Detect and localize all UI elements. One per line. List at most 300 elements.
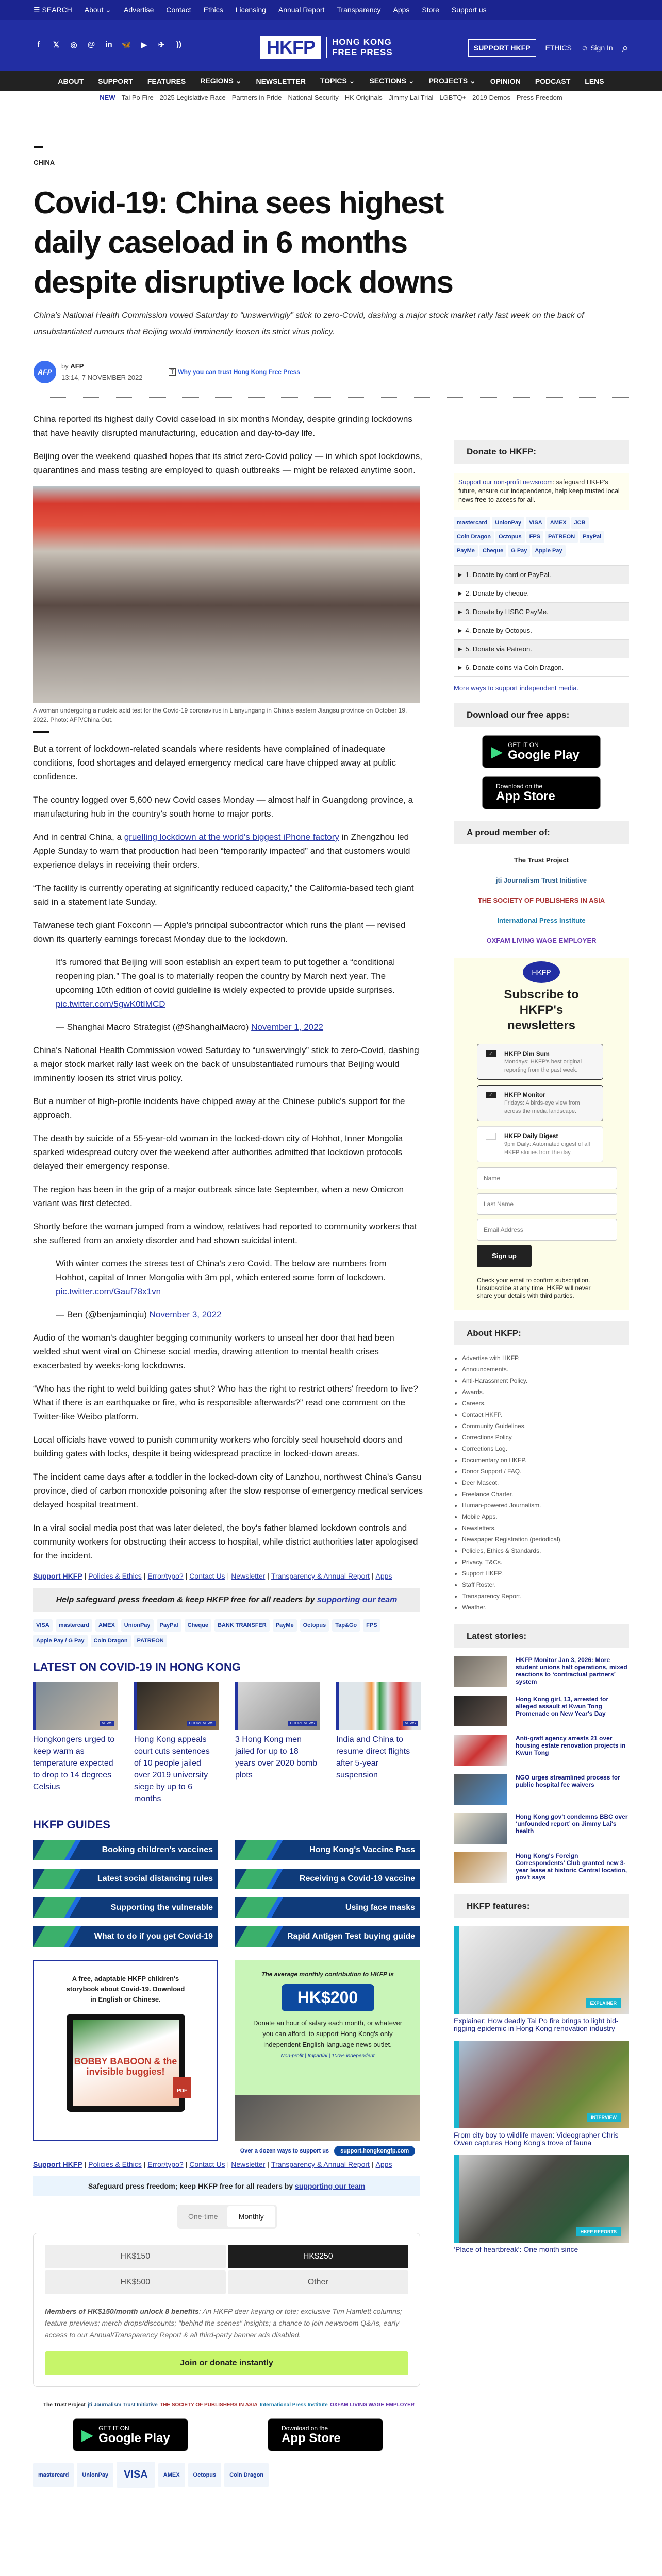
newsletter-heading: Subscribe to HKFP's newsletters	[504, 988, 579, 1032]
email-input[interactable]: Email Address	[477, 1219, 617, 1241]
patreon-logo: PATREON	[134, 1635, 167, 1647]
feature-title[interactable]: Explainer: How deadly Tai Po fire brings to light bid-rigging epidemic in Hong Kong renovation industry	[454, 2016, 619, 2032]
benefits-detail: : An HKFP deer keyring or tote; exclusive Tim Hamlett columns; feature previews; merch drops/discounts; "behind the scenes" insights; a chance to join newsroom Q&As, early access to our Annual/Transparency Report & all third-party banner ads disabled.	[45, 2307, 402, 2339]
card-tag: COURT NEWS	[288, 1721, 317, 1726]
paragraph	[33, 830, 423, 872]
topbar-store[interactable]: Store	[422, 6, 439, 14]
support-blurb	[454, 473, 629, 510]
about-link[interactable]: • Weather.	[462, 1602, 629, 1613]
feature-title[interactable]: ‘Place of heartbreak’: One month since	[454, 2245, 578, 2253]
ethics-link[interactable]: ETHICS	[545, 44, 572, 52]
feature-item[interactable]	[454, 2041, 629, 2147]
about-link[interactable]: • Transparency Report.	[462, 1590, 629, 1602]
feature-image	[454, 2155, 629, 2243]
newsletter-link[interactable]: Newsletter	[231, 1572, 266, 1580]
story-title[interactable]: Hong Kong girl, 13, arrested for alleged assault at Kwun Tong Promenade on New Year's Day	[516, 1696, 609, 1717]
checkbox-checked[interactable]: ✓	[486, 1050, 496, 1057]
nav-lens[interactable]: LENS	[585, 77, 604, 86]
trending-item[interactable]: HK Originals	[344, 94, 383, 101]
trending-bar	[0, 91, 662, 104]
contribution-promo[interactable]	[235, 1960, 420, 2154]
topbar-ethics[interactable]: Ethics	[203, 6, 223, 14]
tab-one-time[interactable]: One-time	[188, 2212, 218, 2221]
paypal-logo: PayPal	[157, 1619, 181, 1632]
rss-icon[interactable]: ))	[176, 40, 181, 49]
cheque-logo: Cheque	[479, 545, 506, 557]
about-link[interactable]: • Privacy, T&Cs.	[462, 1556, 629, 1568]
instagram-icon[interactable]: ◎	[70, 41, 77, 49]
about-link[interactable]: • Documentary on HKFP.	[462, 1454, 629, 1466]
linkedin-icon[interactable]: in	[105, 40, 112, 49]
cta-text: Over a dozen ways to support us	[240, 2148, 329, 2154]
coindragon-logo: Coin Dragon	[454, 531, 494, 543]
trending-item[interactable]: Press Freedom	[516, 94, 562, 101]
sign-in-link[interactable]: ☺ Sign In	[581, 44, 613, 52]
author-avatar[interactable]: AFP	[34, 361, 56, 383]
about-link[interactable]: • Policies, Ethics & Standards.	[462, 1545, 629, 1556]
donation-widget	[33, 2233, 420, 2387]
trust-project-logo[interactable]: The Trust Project	[43, 2402, 86, 2408]
gpay-logo: G Pay	[508, 545, 530, 557]
paragraph: Local officials have vowed to punish community workers who forcibly seal household doors and building gates with locks, despite it being widespread practice in locked-down areas.	[33, 1435, 402, 1459]
byline-text	[61, 361, 143, 383]
as-large: App Store	[282, 2431, 341, 2445]
logo-line1: HONG KONG	[332, 37, 392, 47]
topbar-advertise[interactable]: Advertise	[124, 6, 154, 14]
mastercard-logo: mastercard	[33, 2463, 74, 2487]
topbar-contact[interactable]: Contact	[166, 6, 191, 14]
youtube-icon[interactable]: ▶	[141, 41, 147, 49]
about-link[interactable]: • Staff Roster.	[462, 1579, 629, 1590]
threads-icon[interactable]: @	[87, 40, 95, 49]
trending-item[interactable]: LGBTQ+	[439, 94, 467, 101]
text: in Zhengzhou led Apple Sunday to warn that production had been “temporarily impacted” and that customers would experience delays in receiving their orders.	[33, 832, 410, 870]
feature-image	[454, 1926, 629, 2014]
amount-500[interactable]: HK$500	[45, 2270, 226, 2294]
tweet-date-link[interactable]: November 3, 2022	[149, 1310, 222, 1319]
trending-item[interactable]: National Security	[288, 94, 339, 101]
caption-rule	[33, 731, 49, 733]
telegram-icon[interactable]: ✈	[158, 41, 165, 49]
about-link[interactable]: • Careers.	[462, 1398, 629, 1409]
new-label: NEW	[100, 94, 115, 101]
checkbox-unchecked[interactable]	[486, 1133, 496, 1140]
news-card[interactable]	[134, 1682, 219, 1805]
search-menu-button[interactable]: ☰ SEARCH	[34, 5, 72, 14]
nav-newsletter[interactable]: NEWSLETTER	[256, 77, 306, 86]
oxfam-logo[interactable]: OXFAM LIVING WAGE EMPLOYER	[330, 2402, 415, 2408]
amex-logo: AMEX	[158, 2463, 185, 2487]
unionpay-logo: UnionPay	[77, 2463, 113, 2487]
trust-label: Why you can trust Hong Kong Free Press	[178, 368, 300, 376]
paragraph: Beijing over the weekend quashed hopes that its strict zero-Covid policy — in which spot lockdowns, quarantines and mass testing are employed to quash outbreaks — might be relaxed anytime soon.	[33, 451, 422, 475]
error-link[interactable]: Error/typo?	[147, 1572, 184, 1580]
nav-podcast[interactable]: PODCAST	[535, 77, 571, 86]
about-link[interactable]: • Human-powered Journalism.	[462, 1500, 629, 1511]
support-team-link[interactable]: supporting our team	[295, 2182, 366, 2190]
safeguard-banner	[33, 2176, 420, 2196]
applepay-gpay-logo: Apple Pay / G Pay	[33, 1635, 88, 1647]
topbar-licensing[interactable]: Licensing	[235, 6, 266, 14]
jti-logo[interactable]: jti Journalism Trust Initiative	[88, 2402, 158, 2408]
nav-sections[interactable]: SECTIONS ⌄	[369, 77, 415, 85]
about-link[interactable]: • Corrections Policy.	[462, 1432, 629, 1443]
card-image	[134, 1682, 219, 1730]
story-item[interactable]	[454, 1852, 629, 1883]
paragraph: The death by suicide of a 55-year-old woman in the locked-down city of Hohhot, Inner Mongolia sparked widespread outcry over the weekend after authorities admitted that lockdown protocols delayed their emergency response.	[33, 1133, 403, 1171]
donate-method-coindragon[interactable]: ► 6. Donate coins via Coin Dragon.	[454, 658, 629, 677]
logo-mark: HKFP	[260, 36, 321, 59]
storybook-promo[interactable]	[33, 1960, 218, 2141]
donate-method-octopus[interactable]: ► 4. Donate by Octopus.	[454, 621, 629, 640]
about-list	[454, 1352, 629, 1613]
story-thumbnail	[454, 1696, 507, 1726]
mastercard-logo: mastercard	[454, 517, 490, 529]
join-donate-button[interactable]: Join or donate instantly	[45, 2351, 408, 2375]
option-desc: Mondays: HKFP's best original reporting from the past week.	[504, 1059, 582, 1073]
ipi-logo[interactable]: International Press Institute	[497, 917, 586, 924]
about-link[interactable]: • Awards.	[462, 1386, 629, 1398]
card-tag: COURT NEWS	[187, 1721, 216, 1726]
amount-other[interactable]: Other	[228, 2270, 409, 2294]
support-hkfp-button[interactable]: SUPPORT HKFP	[468, 39, 536, 57]
pdf-icon: PDF	[173, 2077, 191, 2098]
newsletter-option-digest[interactable]	[477, 1126, 603, 1162]
support-hkfp-link[interactable]: Support HKFP	[33, 2160, 82, 2168]
last-name-input[interactable]: Last Name	[477, 1193, 617, 1215]
transparency-link[interactable]: Transparency & Annual Report	[271, 1572, 370, 1580]
trending-item[interactable]: 2019 Demos	[472, 94, 510, 101]
topbar-annual-report[interactable]: Annual Report	[278, 6, 325, 14]
author-name[interactable]: AFP	[70, 362, 84, 370]
member-heading: A proud member of:	[454, 821, 629, 844]
app-store-button[interactable]	[268, 2418, 383, 2451]
feature-item[interactable]	[454, 2155, 629, 2253]
guide-button[interactable]: Latest social distancing rules	[33, 1869, 218, 1889]
newsletter-option-monitor[interactable]	[477, 1085, 603, 1121]
payment-logos-footer	[33, 2462, 423, 2488]
top-utility-bar	[0, 0, 662, 20]
article-footer-links: Support HKFP | Policies & Ethics | Error/typo? | Contact Us | Newsletter | Transparency & Annual Report | Apps	[33, 1572, 392, 1580]
about-link[interactable]: • Newsletters.	[462, 1522, 629, 1534]
card-title[interactable]: India and China to resume direct flights after 5-year suspension	[336, 1735, 410, 1780]
about-link[interactable]: • Deer Mascot.	[462, 1477, 629, 1488]
news-card[interactable]	[235, 1682, 320, 1805]
story-item[interactable]	[454, 1696, 629, 1726]
apps-link[interactable]: Apps	[375, 2160, 392, 2168]
nav-about[interactable]: ABOUT	[58, 77, 84, 86]
trending-item[interactable]: 2025 Legislative Race	[159, 94, 226, 101]
nav-topics[interactable]: TOPICS ⌄	[320, 77, 355, 85]
topbar-support[interactable]: Support us	[451, 6, 487, 14]
text: : safeguard HKFP's future, ensure our independence, help keep trusted local news free-to-access for all.	[458, 479, 620, 503]
merch-photo	[235, 2095, 420, 2141]
article-lede: China's National Health Commission vowed Saturday to “unswervingly” stick to zero-Covid, dashing a major stock market rally last week on the back of unsubstantiated rumours that Beijing would imminently loosen its strict virus policy.	[34, 311, 584, 336]
support-newsroom-link[interactable]: Support our non-profit newsroom	[458, 479, 553, 486]
text: Safeguard press freedom; keep HKFP free for all readers by	[88, 2182, 295, 2190]
hkfp-circle-logo: HKFP	[523, 961, 560, 983]
gp-large: Google Play	[508, 748, 580, 762]
story-title[interactable]: Hong Kong gov't condemns BBC over ‘unfounded report’ on Jimmy Lai's health	[516, 1813, 628, 1835]
tweet-text	[56, 955, 396, 1011]
contrib-amount: HK$200	[282, 1984, 374, 2011]
header-actions	[468, 39, 628, 57]
text: Help safeguard press freedom & keep HKFP free for all readers by	[56, 1596, 317, 1604]
about-link[interactable]: • Donor Support / FAQ.	[462, 1466, 629, 1477]
amount-250[interactable]: HK$250	[228, 2245, 409, 2268]
about-link[interactable]: • Corrections Log.	[462, 1443, 629, 1454]
google-play-button[interactable]	[73, 2418, 188, 2451]
story-item[interactable]	[454, 1813, 629, 1844]
visa-logo: VISA	[117, 2462, 155, 2488]
article-body	[33, 742, 423, 1563]
policies-link[interactable]: Policies & Ethics	[88, 1572, 142, 1580]
main-nav	[0, 71, 662, 91]
cheque-logo: Cheque	[185, 1619, 211, 1632]
trust-link[interactable]	[169, 368, 300, 376]
trending-item[interactable]: Tai Po Fire	[121, 94, 154, 101]
guide-button[interactable]: What to do if you get Covid-19	[33, 1926, 218, 1947]
search-icon[interactable]: ⌕	[622, 41, 628, 54]
feature-image	[454, 2041, 629, 2128]
bluesky-icon[interactable]: 🦋	[121, 41, 131, 49]
guide-button[interactable]: Receiving a Covid-19 vaccine	[235, 1869, 420, 1889]
gp-large: Google Play	[98, 2431, 170, 2445]
newsletter-signup	[454, 958, 629, 1310]
facebook-icon[interactable]: f	[37, 40, 40, 49]
policies-link[interactable]: Policies & Ethics	[88, 2160, 142, 2168]
hkfp-logo[interactable]	[260, 36, 393, 59]
about-link[interactable]: • Anti-Harassment Policy.	[462, 1375, 629, 1386]
member-logos	[43, 2402, 415, 2408]
newsletter-disclaimer: Check your email to confirm subscription. Unsubscribe at any time. HKFP will never share your details with third parties.	[477, 1277, 591, 1299]
support-url-button[interactable]: support.hongkongfp.com	[334, 2146, 415, 2156]
about-heading: About HKFP:	[454, 1321, 629, 1345]
ipi-logo[interactable]: International Press Institute	[259, 2402, 328, 2408]
paragraph: The country logged over 5,600 new Covid cases Monday — almost half in Guangdong province, a manufacturing hub in the country's south home to major ports.	[33, 795, 413, 819]
text: With winter comes the stress test of China's zero Covid. The below are numbers from Hohhot, capital of Inner Mongolia with 3m ppl, which entered some form of lockdown.	[56, 1259, 387, 1282]
latest-covid-cards	[33, 1682, 423, 1805]
guides-heading: HKFP GUIDES	[33, 1818, 110, 1831]
text: — Ben (@benjaminqiu)	[56, 1310, 150, 1319]
tweet-pic-link[interactable]: pic.twitter.com/Gauf78x1vn	[56, 1286, 161, 1296]
tweet-date-link[interactable]: November 1, 2022	[251, 1022, 324, 1032]
paragraph: The incident came days after a toddler in the locked-down city of Lanzhou, northwest China's Gansu province, died of carbon monoxide poisoning after the slow response of emergency medical services delayed hospital treatment.	[33, 1472, 423, 1510]
donate-method-patreon[interactable]: ► 5. Donate via Patreon.	[454, 640, 629, 658]
guide-button[interactable]: Supporting the vulnerable	[33, 1897, 218, 1918]
spa-logo[interactable]: THE SOCIETY OF PUBLISHERS IN ASIA	[477, 896, 605, 904]
google-play-button[interactable]	[482, 735, 601, 768]
guide-button[interactable]: Booking children's vaccines	[33, 1840, 218, 1860]
name-input[interactable]: Name	[477, 1167, 617, 1189]
paragraph: China reported its highest daily Covid caseload in six months Monday, despite grinding lockdowns that have heavily disrupted manufacturing, education and day-to-day life.	[33, 414, 412, 438]
nav-features[interactable]: FEATURES	[147, 77, 186, 86]
trending-item[interactable]: Partners in Pride	[231, 94, 282, 101]
news-card[interactable]	[336, 1682, 421, 1805]
coindragon-logo: Coin Dragon	[91, 1635, 131, 1647]
amount-150[interactable]: HK$150	[45, 2245, 226, 2268]
contrib-desc: Donate an hour of salary each month, or whatever you can afford, to support Hong Kong's only independent English-language news outlet.	[253, 2019, 403, 2048]
guide-button[interactable]: Hong Kong's Vaccine Pass	[235, 1840, 420, 1860]
trending-item[interactable]: Jimmy Lai Trial	[388, 94, 434, 101]
unionpay-logo: UnionPay	[492, 517, 524, 529]
paragraph: In a viral social media post that was later deleted, the boy's father blamed lockdown controls and community workers for obstructing their access to hospital, while district authorities later apologised for the incident.	[33, 1523, 418, 1561]
category-rule	[34, 146, 43, 148]
topbar-about[interactable]: About ⌄	[84, 5, 112, 14]
guide-button[interactable]: Using face masks	[235, 1897, 420, 1918]
tablet-image	[67, 2014, 185, 2112]
promo-row	[33, 1960, 423, 2154]
donate-method-card[interactable]: ► 1. Donate by card or PayPal.	[454, 566, 629, 584]
paragraph: “The facility is currently operating at significantly reduced capacity,” the California-based tech giant said in a statement late Sunday.	[33, 883, 414, 907]
apps-link[interactable]: Apps	[375, 1572, 392, 1580]
story-title[interactable]: HKFP Monitor Jan 3, 2026: More student unions halt operations, mixed reactions to ‘contractual partners’ system	[516, 1656, 627, 1685]
error-link[interactable]: Error/typo?	[147, 2160, 184, 2168]
logo-text	[326, 37, 393, 58]
more-ways-link[interactable]: More ways to support independent media.	[454, 684, 579, 692]
nav-projects[interactable]: PROJECTS ⌄	[428, 77, 476, 85]
about-link[interactable]: • Announcements.	[462, 1364, 629, 1375]
option-desc: 9pm Daily: Automated digest of all HKFP stories from the day.	[504, 1141, 590, 1156]
gp-small: GET IT ON	[508, 741, 539, 749]
card-title[interactable]: Hong Kong appeals court cuts sentences of 10 people jailed over 2019 university siege by up to 6 months	[134, 1735, 210, 1803]
feature-label: EXPLAINER	[586, 1998, 621, 2008]
feature-title[interactable]: From city boy to wildlife maven: Videographer Chris Owen captures Hong Kong's trove of fauna	[454, 2131, 619, 2147]
fps-logo: FPS	[526, 531, 543, 543]
octopus-logo: Octopus	[300, 1619, 329, 1632]
spa-logo[interactable]: THE SOCIETY OF PUBLISHERS IN ASIA	[160, 2402, 258, 2408]
text: — Shanghai Macro Strategist (@ShanghaiMacro)	[56, 1022, 252, 1032]
logo-line2: FREE PRESS	[332, 47, 393, 57]
paragraph: But a number of high-profile incidents have chipped away at the Chinese public's support for the approach.	[33, 1096, 405, 1120]
fps-logo: FPS	[363, 1619, 380, 1632]
card-tag: NEWS	[403, 1721, 418, 1726]
option-desc: Fridays: A birds-eye view from across the media landscape.	[504, 1100, 580, 1114]
byline	[34, 361, 300, 383]
newsletter-option-dimsum[interactable]	[477, 1044, 603, 1080]
embedded-tweet	[56, 955, 396, 1034]
trust-project-logo[interactable]: The Trust Project	[514, 856, 569, 864]
about-link[interactable]: • Support HKFP.	[462, 1568, 629, 1579]
oxfam-logo[interactable]: OXFAM LIVING WAGE EMPLOYER	[486, 937, 597, 944]
iphone-factory-link[interactable]: gruelling lockdown at the world's biggest iPhone factory	[124, 832, 339, 842]
category-label[interactable]: CHINA	[34, 159, 55, 166]
trust-icon: T	[169, 368, 176, 376]
amex-logo: AMEX	[547, 517, 570, 529]
support-banner	[33, 1588, 420, 1612]
donate-methods	[454, 565, 629, 677]
by-label: by	[61, 362, 69, 370]
about-link[interactable]: • Contact HKFP.	[462, 1409, 629, 1420]
feature-item[interactable]	[454, 1926, 629, 2032]
story-title[interactable]: Hong Kong's Foreign Correspondents' Club granted new 3-year lease at historic Central location, gov't says	[516, 1852, 627, 1881]
about-link[interactable]: • Freelance Charter.	[462, 1488, 629, 1500]
tweet-attribution	[56, 1308, 396, 1321]
newsletter-link[interactable]: Newsletter	[231, 2160, 266, 2168]
donate-heading: Donate to HKFP:	[454, 440, 629, 464]
tab-monthly[interactable]: Monthly	[227, 2206, 276, 2227]
contact-link[interactable]: Contact Us	[189, 1572, 225, 1580]
about-link[interactable]: • Newspaper Registration (periodical).	[462, 1534, 629, 1545]
topbar-transparency[interactable]: Transparency	[337, 6, 381, 14]
donate-method-cheque[interactable]: ► 2. Donate by cheque.	[454, 584, 629, 603]
story-item[interactable]	[454, 1774, 629, 1805]
story-thumbnail	[454, 1735, 507, 1766]
app-store-button[interactable]	[482, 776, 601, 809]
sidebar-payment-logos	[454, 517, 629, 557]
checkbox-checked[interactable]: ✓	[486, 1092, 496, 1098]
contrib-slogan: Non-profit | Impartial | 100% independent	[280, 2053, 375, 2059]
sign-up-button[interactable]: Sign up	[477, 1245, 532, 1267]
article-photo[interactable]	[33, 486, 420, 703]
tweet-attribution	[56, 1020, 396, 1034]
story-title[interactable]: Anti-graft agency arrests 21 over housing estate renovation projects in Kwun Tong	[516, 1735, 626, 1756]
sidebar	[454, 440, 629, 2253]
nav-support[interactable]: SUPPORT	[98, 77, 133, 86]
donate-method-payme[interactable]: ► 3. Donate by HSBC PayMe.	[454, 603, 629, 621]
card-title[interactable]: 3 Hong Kong men jailed for up to 18 years over 2020 bomb plots	[235, 1735, 318, 1780]
about-link[interactable]: • Mobile Apps.	[462, 1511, 629, 1522]
footer-links-2: Support HKFP | Policies & Ethics | Error/typo? | Contact Us | Newsletter | Transparency & Annual Report | Apps	[33, 2160, 392, 2168]
tweet-pic-link[interactable]: pic.twitter.com/5gwK0tIMCD	[56, 999, 166, 1009]
as-small: Download on the	[282, 2425, 328, 2432]
story-item[interactable]	[454, 1735, 629, 1766]
guide-button[interactable]: Rapid Antigen Test buying guide	[235, 1926, 420, 1947]
news-card[interactable]	[33, 1682, 118, 1805]
card-tag: NEWS	[100, 1721, 114, 1726]
paragraph: But a torrent of lockdown-related scandals where residents have complained of inadequate conditions, food shortages and delayed emergency medical care have chipped away at public confidence.	[33, 744, 396, 782]
card-title[interactable]: Hongkongers urged to keep warm as temperature expected to drop to 14 degrees Celsius	[33, 1735, 115, 1791]
nav-opinion[interactable]: OPINION	[490, 77, 521, 86]
jti-logo[interactable]: jti Journalism Trust Initiative	[495, 876, 587, 884]
mastercard-logo: mastercard	[56, 1619, 92, 1632]
story-item[interactable]	[454, 1656, 629, 1687]
paragraph: “Who has the right to weld building gates shut? Who has the right to restrict others' freedom to live? What if there is an earthquake or fire, who is responsible afterwards?” read one comment on the Twitter-like Weibo platform.	[33, 1384, 418, 1421]
storybook-cover: BOBBY BABOON & the invisible buggies!	[73, 2020, 179, 2106]
frequency-toggle	[177, 2205, 277, 2229]
option-name: HKFP Daily Digest	[504, 1132, 558, 1140]
article-column	[33, 412, 423, 2488]
topbar-apps[interactable]: Apps	[393, 6, 410, 14]
contact-link[interactable]: Contact Us	[189, 2160, 225, 2168]
about-link[interactable]: • Community Guidelines.	[462, 1420, 629, 1432]
support-team-link[interactable]: supporting our team	[317, 1596, 398, 1604]
payment-logos	[33, 1619, 423, 1647]
paragraph: Audio of the woman's daughter begging community workers to unseal her door that had been welded shut went viral on Chinese social media, drawing attention to mental health crises exacerbated by weeks-long lockdowns.	[33, 1333, 394, 1370]
tapgo-logo: Tap&Go	[332, 1619, 360, 1632]
patreon-logo: PATREON	[545, 531, 578, 543]
story-thumbnail	[454, 1813, 507, 1844]
text: And in central China, a	[33, 832, 124, 842]
story-title[interactable]: NGO urges streamlined process for public hospital fee waivers	[516, 1774, 620, 1788]
bank-transfer-logo: BANK TRANSFER	[214, 1619, 270, 1632]
about-link[interactable]: • Advertise with HKFP.	[462, 1352, 629, 1364]
guides-grid	[33, 1840, 423, 1947]
card-image	[33, 1682, 118, 1730]
as-small: Download on the	[496, 783, 543, 790]
nav-regions[interactable]: REGIONS ⌄	[200, 77, 242, 85]
embedded-tweet	[56, 1257, 396, 1321]
apps-heading: Download our free apps:	[454, 703, 629, 727]
support-hkfp-link[interactable]: Support HKFP	[33, 1572, 82, 1580]
x-icon[interactable]: 𝕏	[53, 41, 60, 49]
visa-logo: VISA	[526, 517, 545, 529]
coindragon-logo: Coin Dragon	[224, 2463, 269, 2487]
transparency-link[interactable]: Transparency & Annual Report	[271, 2160, 370, 2168]
feature-label: HKFP REPORTS	[576, 2227, 621, 2236]
payme-logo: PayMe	[273, 1619, 297, 1632]
story-thumbnail	[454, 1774, 507, 1805]
